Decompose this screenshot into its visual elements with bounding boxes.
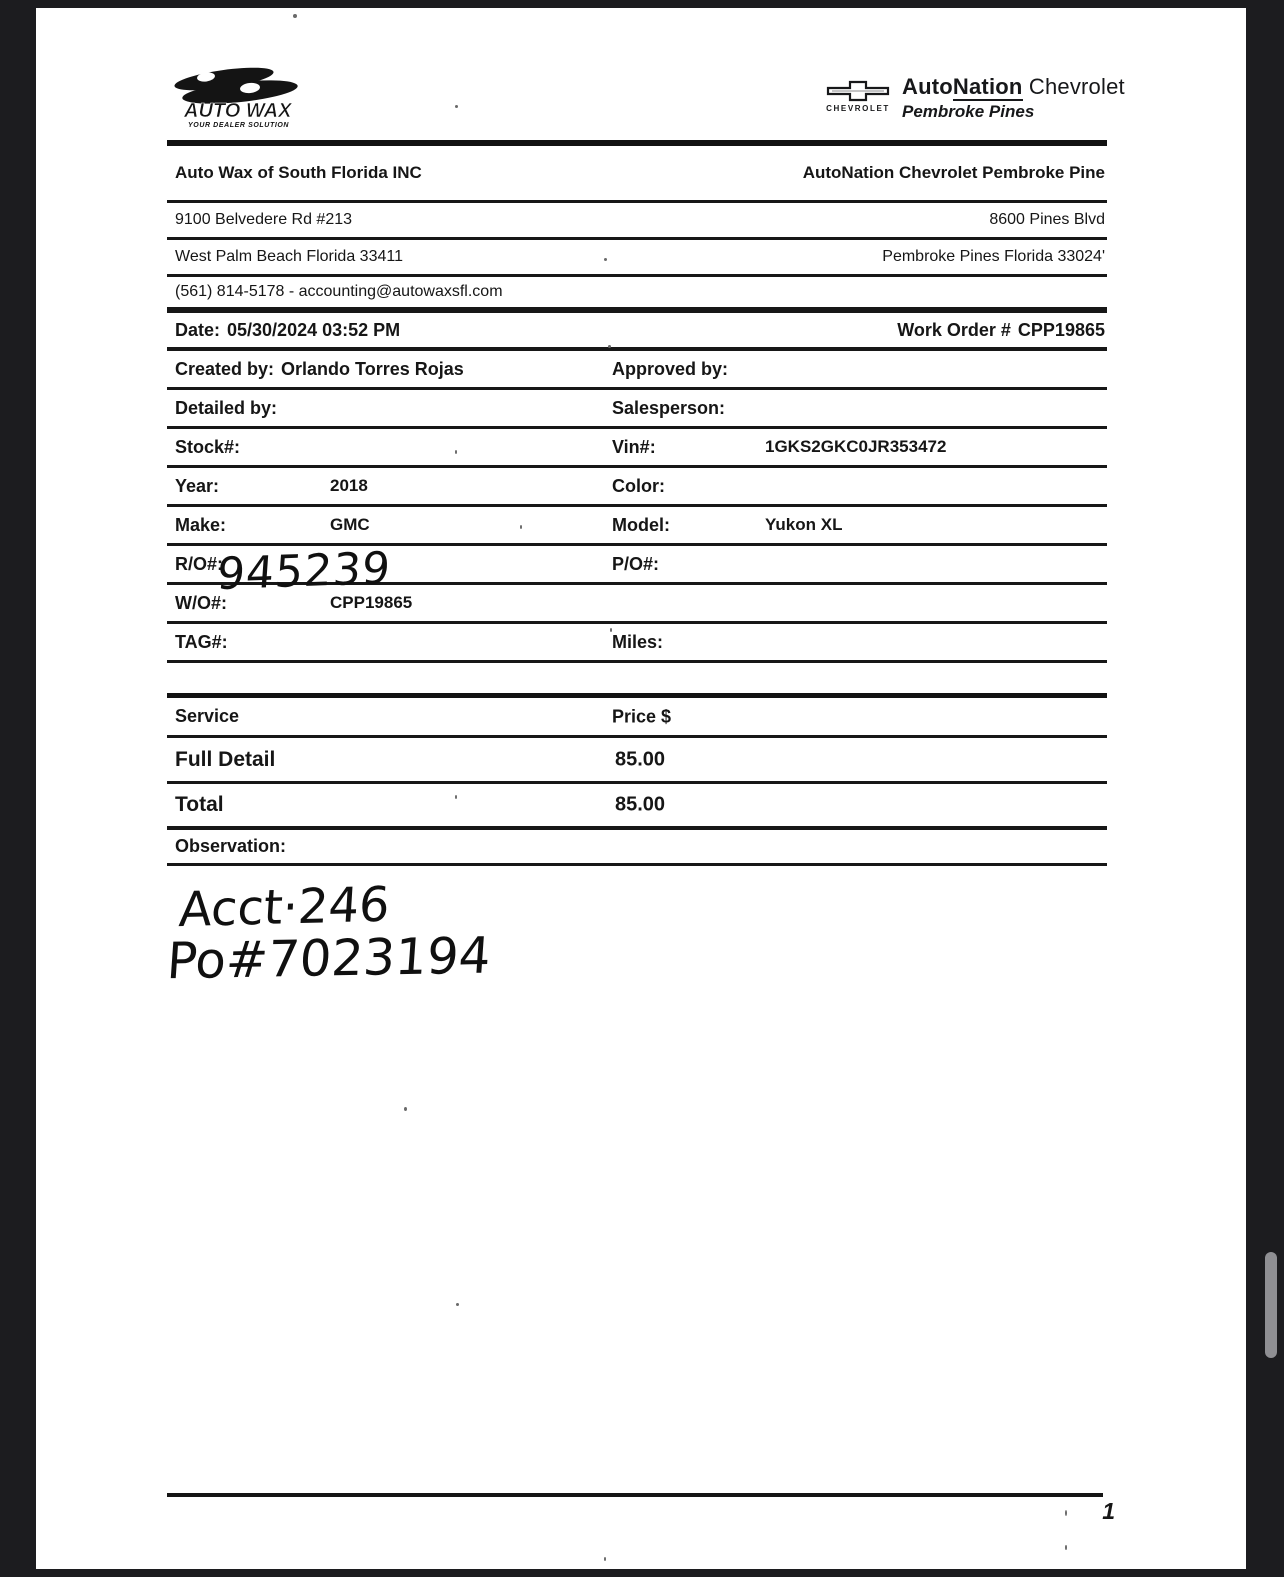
chevrolet-wordmark: CHEVROLET — [826, 104, 890, 113]
make-model-row — [167, 507, 1107, 546]
scan-speck — [610, 628, 612, 632]
ro-handwritten-value: 945239 — [215, 542, 393, 600]
work-order-label: Work Order # — [897, 319, 1011, 340]
make-label: Make: — [175, 514, 227, 535]
model-value: Yukon XL — [765, 515, 843, 534]
scan-speck — [604, 258, 607, 261]
tag-label: TAG#: — [175, 631, 228, 652]
scan-speck — [404, 1107, 407, 1111]
year-color-row — [167, 468, 1107, 507]
total-label: Total — [175, 793, 224, 816]
chevrolet-bowtie-icon — [826, 80, 890, 102]
total-row — [167, 784, 1107, 830]
observation-handwritten-line-1: Acct·246 — [177, 876, 392, 939]
observation-label: Observation: — [175, 836, 287, 856]
scan-speck — [1065, 1510, 1067, 1516]
autowax-logo — [166, 62, 316, 142]
scan-speck — [455, 795, 457, 799]
vendor-name: Auto Wax of South Florida INC — [175, 163, 422, 182]
service-line-row — [167, 738, 1107, 784]
miles-label: Miles: — [612, 631, 664, 652]
brand-chevrolet: Chevrolet — [1028, 74, 1125, 99]
wo-value: CPP19865 — [330, 593, 413, 612]
vendor-contact: (561) 814-5178 - accounting@autowaxsfl.com — [175, 283, 503, 300]
customer-address: 8600 Pines Blvd — [989, 211, 1105, 228]
scrollbar-thumb[interactable] — [1265, 1252, 1277, 1358]
scan-speck — [455, 450, 457, 454]
scan-speck — [456, 1303, 459, 1306]
total-price: 85.00 — [615, 793, 666, 816]
scan-speck — [520, 525, 522, 529]
year-value: 2018 — [330, 476, 368, 495]
vendor-address: 9100 Belvedere Rd #213 — [175, 211, 353, 228]
autowax-logo-tagline: YOUR DEALER SOLUTION — [188, 122, 290, 129]
color-label: Color: — [612, 475, 665, 496]
section-gap — [167, 663, 1107, 693]
scanned-document-page — [36, 8, 1246, 1569]
vin-label: Vin#: — [612, 436, 656, 457]
work-order-form — [165, 140, 1107, 991]
city-row — [167, 240, 1107, 277]
ro-po-row — [167, 542, 1107, 600]
date-row — [167, 313, 1107, 351]
salesperson-label: Salesperson: — [612, 397, 726, 418]
page-footer — [167, 1493, 1115, 1525]
observation-handwritten-line-2: Po#7023194 — [165, 926, 493, 991]
autonation-subtitle: Pembroke Pines — [902, 102, 1035, 121]
autonation-logo — [826, 74, 1125, 122]
stock-label: Stock#: — [175, 436, 241, 457]
created-by-value: Orlando Torres Rojas — [281, 358, 464, 379]
brand-nation: Nation — [952, 74, 1023, 99]
contact-row — [167, 277, 1107, 313]
work-order-value: CPP19865 — [1017, 319, 1105, 340]
date-label: Date: — [175, 319, 221, 340]
chevrolet-logo-block — [826, 74, 890, 113]
created-approved-row — [167, 351, 1107, 390]
date-value: 05/30/2024 03:52 PM — [227, 319, 401, 340]
stock-vin-row — [167, 429, 1107, 468]
services-header-row — [167, 698, 1107, 738]
autonation-logo-text — [902, 74, 1125, 122]
address-row — [167, 203, 1107, 240]
scan-speck — [604, 1557, 606, 1561]
scan-speck — [455, 105, 458, 108]
detailed-salesperson-row — [167, 390, 1107, 429]
service-name: Full Detail — [175, 747, 276, 771]
party-names-row — [167, 146, 1107, 203]
autowax-logo-text: AUTO WAX — [184, 100, 292, 122]
service-column-header: Service — [175, 706, 240, 726]
year-label: Year: — [175, 475, 220, 496]
make-value: GMC — [330, 515, 370, 534]
customer-name: AutoNation Chevrolet Pembroke Pine — [802, 163, 1105, 182]
scan-speck — [1065, 1545, 1067, 1550]
vendor-city: West Palm Beach Florida 33411 — [175, 248, 403, 265]
services-table — [167, 693, 1107, 866]
scan-speck — [608, 345, 611, 348]
created-by-label: Created by: — [175, 358, 275, 379]
tag-miles-row — [167, 624, 1107, 663]
ro-label: R/O#: — [175, 553, 224, 574]
autonation-brand-line — [902, 74, 1125, 100]
service-price: 85.00 — [615, 748, 666, 770]
detailed-by-label: Detailed by: — [175, 397, 278, 418]
wo-label: W/O#: — [175, 592, 227, 613]
brand-auto: Auto — [902, 74, 953, 99]
approved-by-label: Approved by: — [612, 358, 729, 379]
vin-value: 1GKS2GKC0JR353472 — [765, 437, 947, 456]
price-column-header: Price $ — [612, 706, 672, 726]
scan-speck — [293, 14, 297, 18]
po-label: P/O#: — [612, 553, 660, 574]
model-label: Model: — [612, 514, 670, 535]
page-number: 1 — [1102, 1498, 1115, 1524]
customer-city: Pembroke Pines Florida 33024' — [882, 248, 1105, 265]
